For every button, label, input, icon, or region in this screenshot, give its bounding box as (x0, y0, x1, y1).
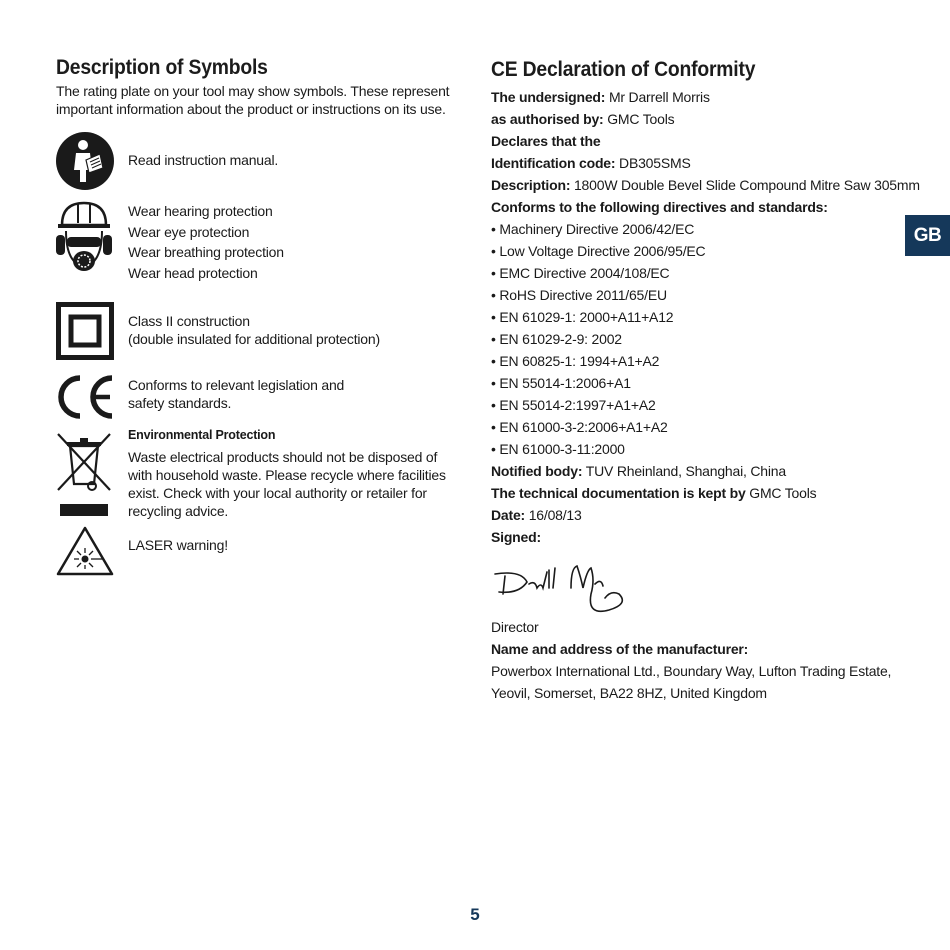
field-label: Notified body: (491, 463, 583, 479)
ce-declaration-section (491, 58, 920, 704)
symbols-section (56, 56, 456, 553)
symbol-text: Conforms to relevant legislation and (128, 377, 345, 393)
field-value: DB305SMS (615, 155, 691, 171)
field-label: Date: (491, 507, 526, 523)
standard-item: • EN 61029-2-9: 2002 (491, 331, 622, 347)
field-value: Mr Darrell Morris (605, 89, 710, 105)
address-line-1: Powerbox International Ltd., Boundary Way, Lufton Trading Estate, (491, 663, 892, 679)
conforms-line (491, 196, 911, 218)
standard-item: • EN 60825-1: 1994+A1+A2 (491, 353, 660, 369)
notified-body-line (491, 460, 911, 482)
field-label: as authorised by: (491, 111, 604, 127)
field-label: Declares that the (491, 133, 601, 149)
field-label: Name and address of the manufacturer: (491, 641, 749, 657)
standard-item: • RoHS Directive 2011/65/EU (491, 287, 667, 303)
undersigned-line (491, 86, 911, 108)
standard-item: • EN 61000-3-11:2000 (491, 441, 625, 457)
date-line (491, 504, 911, 526)
authorised-line (491, 108, 911, 130)
standard-item: • Machinery Directive 2006/42/EC (491, 221, 695, 237)
standard-item: • EN 55014-2:1997+A1+A2 (491, 397, 656, 413)
declares-line (491, 130, 911, 152)
field-value: 16/08/13 (525, 507, 582, 523)
field-value: GMC Tools (603, 111, 675, 127)
ce-declaration-title: CE Declaration of Conformity (491, 58, 756, 81)
address-line-2: Yeovil, Somerset, BA22 8HZ, United Kingdom (491, 685, 767, 701)
standard-item: • EN 61000-3-2:2006+A1+A2 (491, 419, 668, 435)
symbol-text: Wear hearing protection (128, 203, 273, 219)
field-label: Description: (491, 177, 571, 193)
environmental-protection-title: Environmental Protection (128, 428, 276, 442)
weee-bin-icon (56, 432, 112, 518)
protective-equipment-icon (56, 201, 112, 277)
symbols-title: Description of Symbols (56, 56, 268, 79)
symbol-text: safety standards. (128, 395, 232, 411)
standard-item: • EN 61029-1: 2000+A11+A12 (491, 309, 674, 325)
description-line (491, 174, 920, 196)
identification-line (491, 152, 911, 174)
technical-documentation-line (491, 482, 911, 504)
standard-item: • Low Voltage Directive 2006/95/EC (491, 243, 706, 259)
symbol-text: Class II construction (128, 313, 250, 329)
symbol-text: Waste electrical products should not be disposed of with household waste. Please recycle where facilities exist. Check with your local authority or retailer for recycling advice. (128, 449, 446, 519)
field-label: Conforms to the following directives and standards: (491, 199, 828, 215)
standards-list (491, 218, 911, 460)
field-value: 1800W Double Bevel Slide Compound Mitre Saw 305mm (570, 177, 920, 193)
signature-image (491, 560, 631, 620)
field-value: TUV Rheinland, Shanghai, China (582, 463, 786, 479)
class-ii-icon (56, 302, 114, 360)
signed-line (491, 526, 911, 548)
director-line: Director (491, 619, 539, 635)
field-label: The undersigned: (491, 89, 606, 105)
manufacturer-label-line (491, 638, 911, 660)
symbols-intro: The rating plate on your tool may show symbols. These represent important information about the product or instructions on its use. (56, 83, 450, 117)
symbol-text: (double insulated for additional protection) (128, 331, 380, 347)
symbol-text: Wear head protection (128, 264, 258, 281)
language-tab-gb[interactable]: GB (905, 215, 950, 256)
ce-mark-icon (56, 374, 114, 420)
symbol-text: Wear eye protection (128, 223, 250, 240)
read-manual-icon (56, 132, 114, 190)
standard-item: • EN 55014-1:2006+A1 (491, 375, 631, 391)
field-value: GMC Tools (745, 485, 817, 501)
symbol-text: Read instruction manual. (128, 152, 279, 168)
field-label: Signed: (491, 529, 541, 545)
standard-item: • EMC Directive 2004/108/EC (491, 265, 670, 281)
field-label: The technical documentation is kept by (491, 485, 746, 501)
laser-warning-icon (56, 526, 114, 576)
page-number: 5 (470, 905, 480, 924)
field-label: Identification code: (491, 155, 616, 171)
symbol-text: LASER warning! (128, 537, 228, 553)
symbol-text: Wear breathing protection (128, 244, 284, 260)
